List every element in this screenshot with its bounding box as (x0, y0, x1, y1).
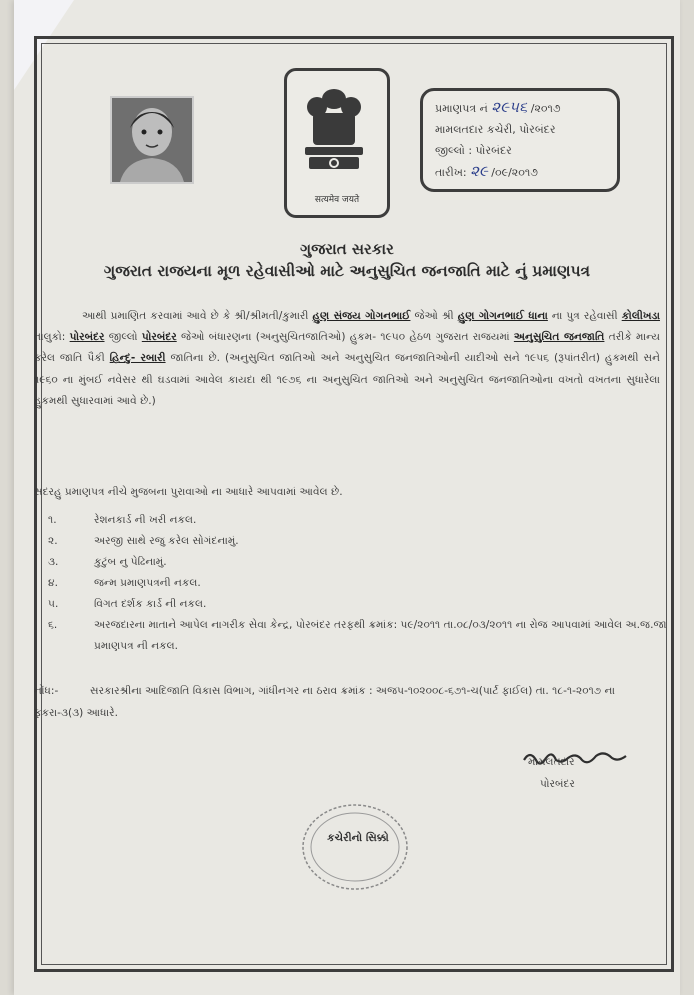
list-item: ૪. જન્મ પ્રમાણપત્રની નકલ. (48, 577, 201, 589)
issue-day: ૨૯ (470, 162, 488, 180)
category-name: અનુસુચિત જનજાતિ (513, 331, 605, 344)
district-name: પોરબંદર (141, 331, 177, 344)
child-portrait-image (112, 98, 192, 182)
national-emblem-box (284, 68, 390, 218)
evidence-intro: સદરહુ પ્રમાણપત્ર નીચે મુજબના પુરાવાઓ ના આધારે આપવામાં આવેલ છે. (34, 486, 343, 498)
signature-image (506, 738, 646, 794)
list-item: ૬. અરજદારના માતાને આપેલ નાગરીક સેવા કેન્દ્ર, પોરબંદર તરફથી ક્રમાંક: પ૯/૨૦૧૧ તા.૦૮/૦૩/૨૦૧૧ ના રોજ આપવામાં આવેલ અ.જ.જા પ્રમાણપત્ર ની નકલ. (48, 619, 667, 652)
list-item: ૫. વિગત દર્શક કાર્ડ ની નકલ. (48, 598, 207, 610)
list-item: ૨. અરજી સાથે રજુ કરેલ સોગંદનામું. (48, 535, 239, 547)
emblem-motto: सत्यमेव जयते (314, 195, 360, 205)
signatory-title: મામલતદાર (528, 756, 575, 768)
certificate-title: ગુજરાત રાજયના મૂળ રહેવાસીઓ માટે અનુસુચિત જનજાતિ માટે નું પ્રમાણપત્ર (103, 262, 591, 280)
note-text: સરકારશ્રીના આદિજાતિ વિકાસ વિભાગ, ગાંધીનગર ના ઠરાવ ક્રમાંક : અજપ-૧૦૨૦૦૮-૬૭૧-ચ(પાર્ટ ફાઈલ) તા. ૧૮-૧-૨૦૧૭ ના ફકરા-૩(૩) આધારે. (34, 685, 615, 719)
list-item: ૧. રેશનકાર્ડ ની ખરી નકલ. (48, 514, 197, 526)
caste-name: હિન્દુ- રબારી (109, 352, 166, 365)
applicant-photo (110, 96, 194, 184)
government-title: ગુજરાત સરકાર (300, 240, 394, 258)
issue-date-line: તારીખ: ૨૯ /૦૯/૨૦૧૭ (435, 162, 538, 180)
evidence-list (48, 510, 668, 657)
issuing-office: મામલતદાર કચેરી, પોરબંદર (435, 123, 556, 136)
father-name: હુણ ગોગનભાઈ ધાના (457, 310, 548, 322)
holder-name: હુણ સંજય ગોગનભાઈ (312, 310, 411, 322)
lion-capital-emblem-icon (287, 77, 381, 187)
note (34, 680, 664, 724)
seal-label: કચેરીનો સિક્કો (327, 832, 389, 844)
note-label: નોંધ:- (34, 685, 59, 697)
issuing-district: જીલ્લો : પોરબંદર (435, 144, 512, 157)
taluka-name: પોરબંદર (69, 331, 105, 344)
office-seal-icon (300, 802, 410, 892)
signatory-place: પોરબંદર (540, 778, 575, 790)
certificate-reference-box (420, 88, 620, 192)
village-name: કોલીખડા (621, 310, 660, 322)
list-item: ૩. કુટુંબ નુ પેઢિનામું. (48, 556, 167, 568)
certificate-number-line: પ્રમાણપત્ર નં ૨૯૫૬ /૨૦૧૭ (435, 98, 561, 116)
certificate-number: ૨૯૫૬ (491, 98, 528, 116)
certificate-body: આથી પ્રમાણિત કરવામાં આવે છે કે શ્રી/શ્રીમતી/કુમારી હુણ સંજય ગોગનભાઈ જેઓ શ્રી હુણ ગોગનભાઈ ધાના ના પુત્ર રહેવાસી કોલીખડા તાલુકો: પોરબંદર જીલ્લો પોરબંદર જેઓ બંધારણના (અનુસુચિતજાતિઓ) હુકમ- ૧૯૫૦ હેઠળ ગુજરાત રાજયમાં અનુસુચિત જનજાતિ તરીકે માન્ય કરેલ જાતિ પૈકી હિન્દુ- રબારી જાતિના છે. (અનુસુચિત જાતિઓ અને અનુસુચિત જનજાતિઓની યાદીઓ સને ૧૯૫૬ (રૂપાંતરીત) હુકમથી સને ૧૯૬૦ ના મુંબઈ નવેસર થી ઘડવામાં આવેલ કાયદા થી ૧૯૭૬ ના અનુસુચિત જાતિઓ અને અનુસુચિત જનજાતિઓના વખતો વખતના સુધારેલા હુકમથી સુધારવામાં આવે છે.) (34, 310, 661, 407)
